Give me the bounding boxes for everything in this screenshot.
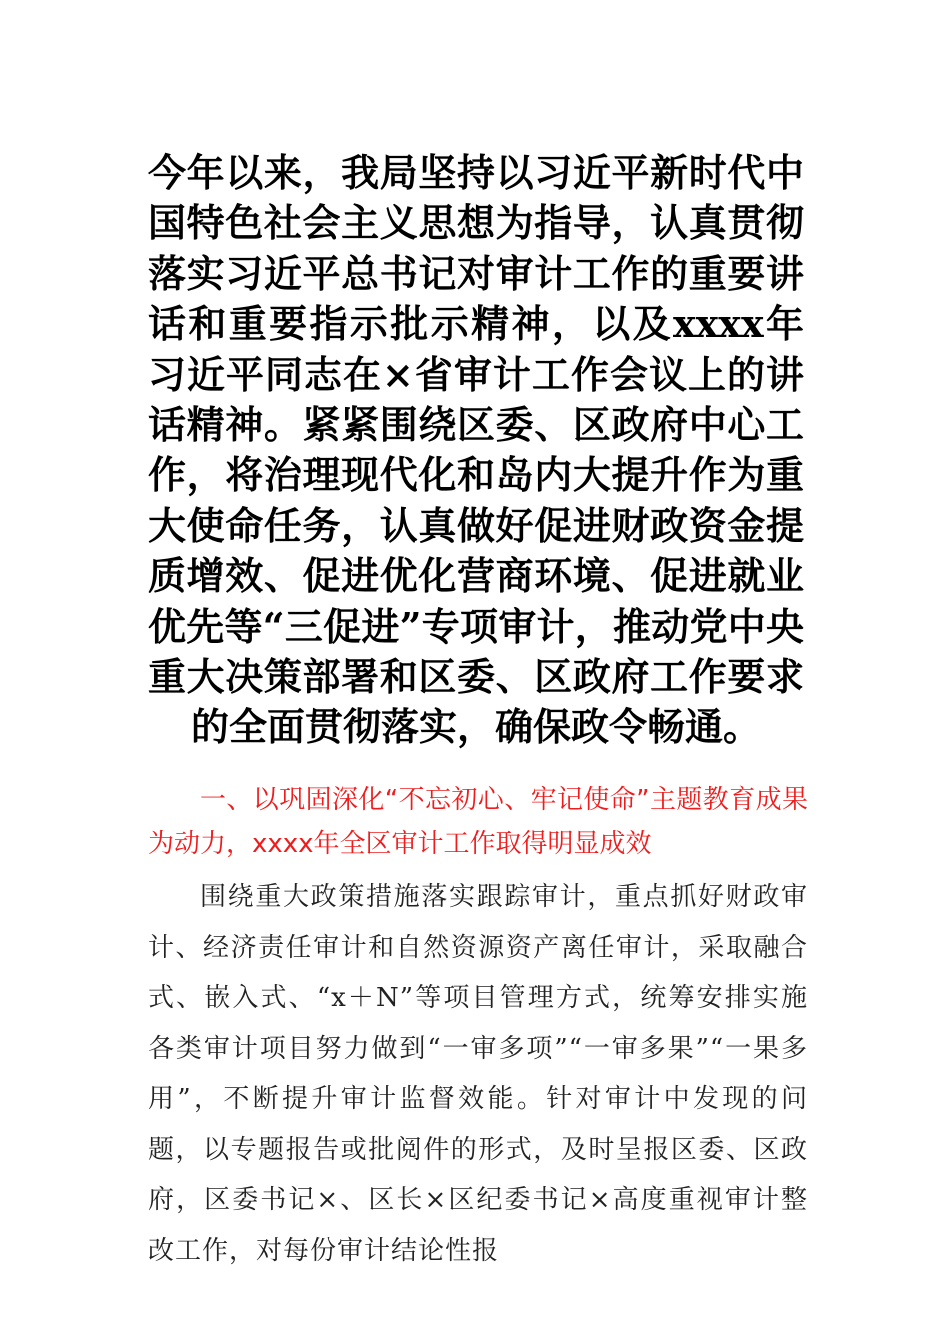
lead-paragraph: 今年以来，我局坚持以习近平新时代中国特色社会主义思想为指导，认真贯彻落实习近平总书记对审计工作的重要讲话和重要指示批示精神，以及xxxx年习近平同志在×省审计工作会议上的讲话精神。紧紧围绕区委、区政府中心工作，将治理现代化和岛内大提升作为重大使命任务，认真做好促进财政资金提质增效、促进优化营商环境、促进就业优先等“三促进”专项审计，推动党中央重大决策部署和区委、区政府工作要求的全面贯彻落实，确保政令畅通。 <box>148 150 804 750</box>
section-heading: 一、以巩固深化“不忘初心、牢记使命”主题教育成果为动力，xxxx年全区审计工作取得明显成效 <box>148 785 808 859</box>
body-paragraph: 围绕重大政策措施落实跟踪审计，重点抓好财政审计、经济责任审计和自然资源资产离任审计，采取融合式、嵌入式、“x＋N”等项目管理方式，统筹安排实施各类审计项目努力做到“一审多项”“一审多果”“一果多用”，不断提升审计监督效能。针对审计中发现的问题，以专题报告或批阅件的形式，及时呈报区委、区政府，区委书记×、区长×区纪委书记×高度重视审计整改工作，对每份审计结论性报 <box>148 882 808 1266</box>
